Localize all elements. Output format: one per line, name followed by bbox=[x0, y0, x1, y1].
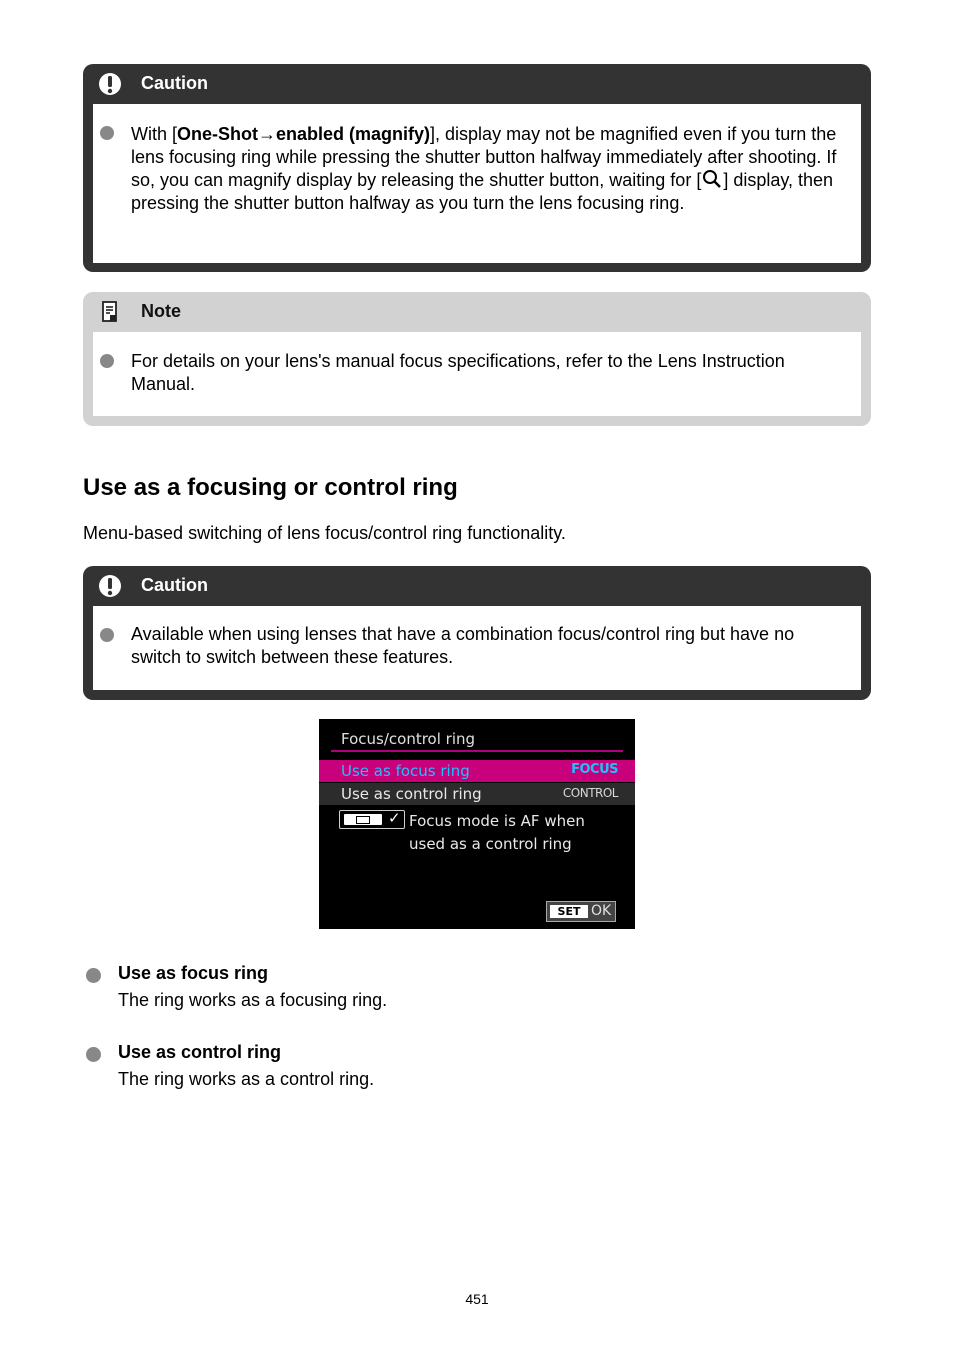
caution-box bbox=[83, 64, 871, 272]
section-heading: Use as a focusing or control ring bbox=[83, 474, 458, 501]
bullet-icon bbox=[100, 354, 114, 368]
af-mode-checkbox[interactable] bbox=[339, 810, 405, 829]
section-intro: Menu-based switching of lens focus/control ring functionality. bbox=[83, 523, 566, 543]
check-icon: ✓ bbox=[388, 809, 401, 827]
page-number: 451 bbox=[465, 1291, 489, 1307]
caution-header bbox=[83, 566, 871, 606]
menu-option-label: Use as control ring bbox=[341, 785, 482, 803]
note-box bbox=[83, 292, 871, 426]
menu-option-control-ring[interactable] bbox=[319, 783, 635, 805]
item-description: The ring works as a control ring. bbox=[118, 1069, 375, 1089]
caution-header bbox=[83, 64, 871, 104]
screen-title: Focus/control ring bbox=[341, 730, 476, 748]
bullet-icon bbox=[86, 1047, 101, 1062]
caution-body bbox=[93, 104, 861, 263]
caution-box bbox=[83, 566, 871, 700]
note-header bbox=[83, 292, 871, 332]
bullet-icon bbox=[100, 628, 114, 642]
caution-title: Caution bbox=[141, 73, 208, 93]
item-description: The ring works as a focusing ring. bbox=[118, 990, 388, 1010]
item-title: Use as focus ring bbox=[118, 963, 269, 983]
menu-option-label: Use as focus ring bbox=[341, 762, 470, 780]
menu-option-focus-ring[interactable] bbox=[319, 760, 635, 782]
bullet-icon bbox=[100, 126, 114, 140]
af-mode-icon bbox=[344, 814, 382, 825]
caution-icon bbox=[98, 574, 122, 598]
note-body bbox=[93, 332, 861, 416]
note-title: Note bbox=[141, 301, 181, 321]
ok-label: OK bbox=[591, 903, 612, 919]
caution-body bbox=[93, 606, 861, 690]
magnify-icon bbox=[702, 169, 722, 189]
focus-tag-icon: FOCUS bbox=[571, 762, 618, 777]
caution-icon bbox=[98, 72, 122, 96]
control-tag-icon: CONTROL bbox=[562, 786, 618, 800]
caution-text: With [One-Shot→enabled (magnify)], display may not be magnified even if you turn the lens focusing ring while pressing the shutter button halfway immediately after shooting. If so, you can magnify display by releasing the shutter button, waiting for [ ] display, then pressing the shutter button halfway as you turn the lens focusing ring. bbox=[131, 124, 837, 213]
option-description: Focus mode is AF when used as a control ring bbox=[409, 812, 585, 853]
caution-title: Caution bbox=[141, 575, 208, 595]
title-divider bbox=[331, 750, 623, 752]
set-ok-button[interactable] bbox=[546, 901, 616, 922]
note-text: For details on your lens's manual focus specifications, refer to the Lens Instruction Manual. bbox=[131, 351, 785, 394]
set-label: SET bbox=[550, 905, 588, 918]
note-icon bbox=[98, 300, 122, 324]
item-title: Use as control ring bbox=[118, 1042, 282, 1062]
bullet-icon bbox=[86, 968, 101, 983]
camera-menu-screen bbox=[319, 719, 635, 929]
caution-text: Available when using lenses that have a combination focus/control ring but have no switch to switch between these features. bbox=[131, 624, 795, 667]
